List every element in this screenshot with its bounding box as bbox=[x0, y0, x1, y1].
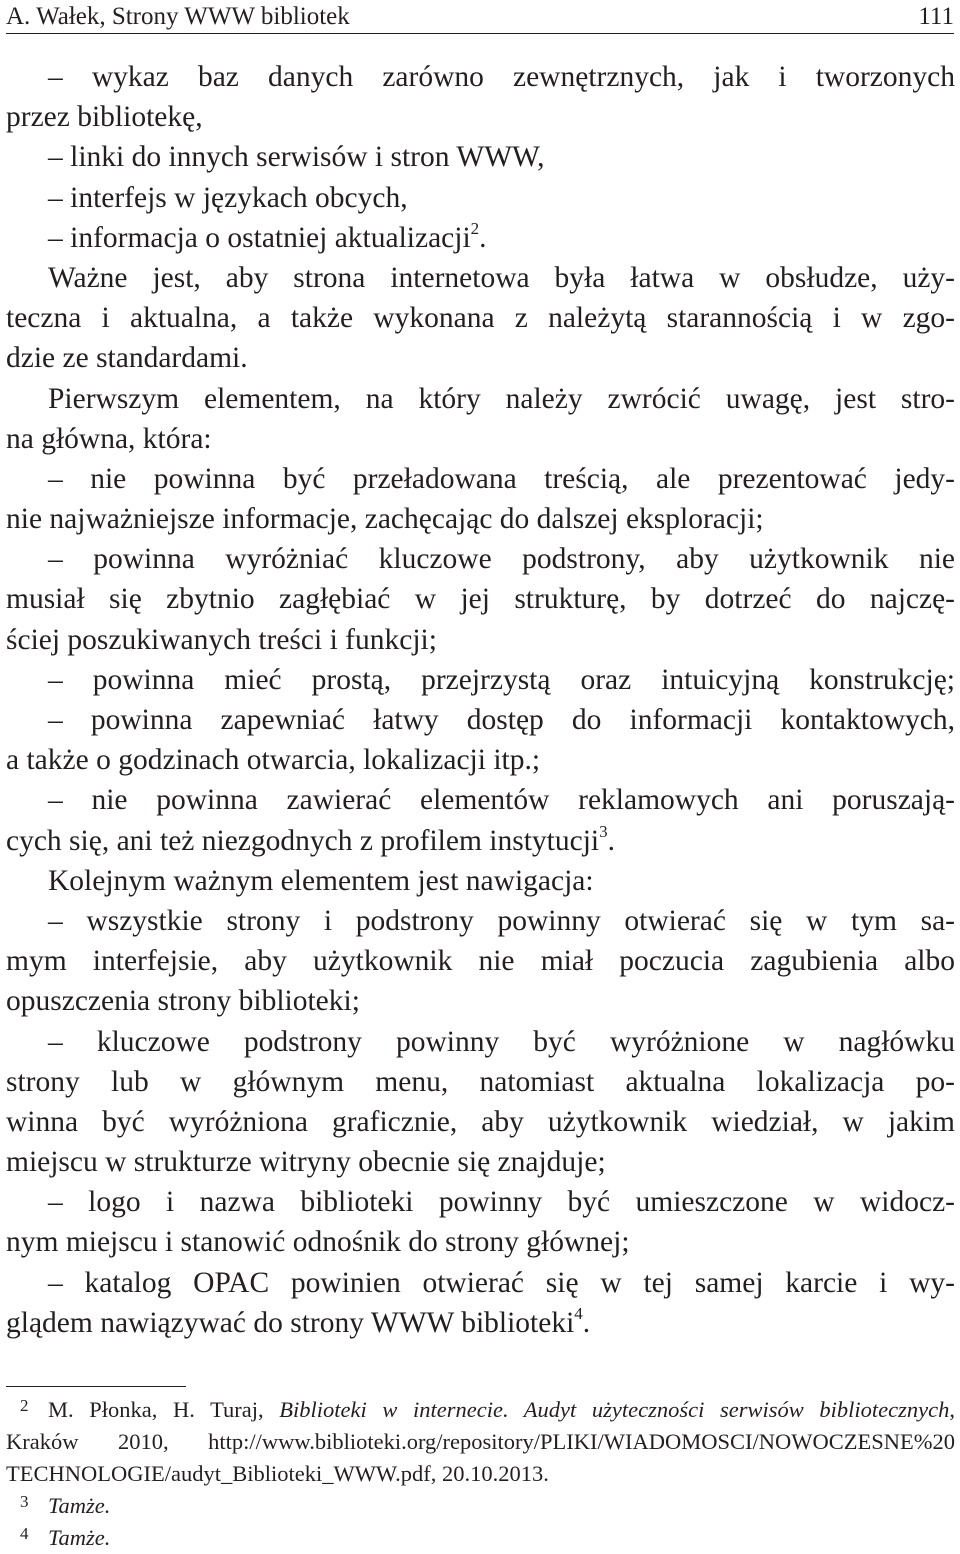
text-line: winna być wyróżniona graficznie, aby użytkownik wiedział, w jakim bbox=[6, 1105, 955, 1138]
text-line: na główna, która: bbox=[6, 422, 212, 455]
text-span: . bbox=[479, 221, 487, 254]
text-line: – wszystkie strony i podstrony powinny otwierać się w tym sa- bbox=[48, 904, 955, 937]
footnote-reference-4: 4 bbox=[574, 1303, 583, 1323]
footnote-divider bbox=[6, 1386, 186, 1387]
text-line: strony lub w głównym menu, natomiast aktualna lokalizacja po- bbox=[6, 1065, 955, 1098]
footnote-reference-3: 3 bbox=[599, 821, 608, 841]
footnotes bbox=[6, 1394, 955, 1554]
text-line: – katalog OPAC powinien otwierać się w tej samej karcie i wy- bbox=[48, 1266, 955, 1299]
footnote-text: Tamże. bbox=[48, 1525, 111, 1550]
text-line: przez bibliotekę, bbox=[6, 101, 203, 134]
body-text bbox=[6, 57, 955, 1343]
text-line: nie najważniejsze informacje, zachęcając do dalszej eksploracji; bbox=[6, 503, 764, 536]
text-span: – informacja o ostatniej aktualizacji bbox=[48, 221, 471, 254]
text-line: – kluczowe podstrony powinny być wyróżnione w nagłówku bbox=[48, 1025, 955, 1058]
text-span: glądem nawiązywać do strony WWW biblioteki bbox=[6, 1306, 575, 1339]
text-line: Ważne jest, aby strona internetowa była łatwa w obsłudze, uży- bbox=[48, 261, 955, 294]
text-line bbox=[6, 218, 955, 258]
text-line: dzie ze standardami. bbox=[6, 342, 248, 375]
text-line: mym interfejsie, aby użytkownik nie miał poczucia zagubienia albo bbox=[6, 945, 955, 978]
text-span: . bbox=[582, 1306, 591, 1339]
footnote-4: 4 Tamże. bbox=[20, 1524, 111, 1550]
text-line bbox=[6, 1303, 955, 1343]
text-line: – powinna zapewniać łatwy dostęp do informacji kontaktowych, bbox=[48, 704, 955, 736]
footnote-3: 3 Tamże. bbox=[20, 1492, 111, 1518]
text-line: miejscu w strukturze witryny obecnie się znajduje; bbox=[6, 1146, 606, 1179]
text-line: – powinna wyróżniać kluczowe podstrony, aby użytkownik nie bbox=[48, 543, 955, 576]
text-line: nym miejscu i stanowić odnośnik do strony głównej; bbox=[6, 1226, 630, 1259]
text-line: teczna i aktualna, a także wykonana z należytą starannością i w zgo- bbox=[6, 302, 955, 335]
text-span: cych się, ani też niezgodnych z profilem instytucji bbox=[6, 824, 600, 857]
footnote-text: , bbox=[949, 1397, 955, 1422]
text-line: Kolejnym ważnym elementem jest nawigacja: bbox=[48, 864, 594, 897]
page-number: 111 bbox=[918, 3, 954, 30]
text-line: – powinna mieć prostą, przejrzystą oraz intuicyjną konstrukcję; bbox=[48, 663, 955, 696]
text-line: Pierwszym elementem, na który należy zwrócić uwagę, jest stro- bbox=[48, 382, 955, 415]
footnote-2: 2 M. Płonka, H. Turaj, Biblioteki w internecie. Audyt użyteczności serwisów bibliotecznych, bbox=[20, 1396, 955, 1422]
footnote-title-italic: Biblioteki w internecie. Audyt użyteczności serwisów bibliotecznych bbox=[279, 1397, 950, 1422]
text-span: . bbox=[607, 824, 615, 857]
text-line: – nie powinna zawierać elementów reklamowych ani poruszają- bbox=[48, 784, 955, 817]
text-line: opuszczenia strony biblioteki; bbox=[6, 985, 360, 1018]
footnote-2-line-3: TECHNOLOGIE/audyt_Biblioteki_WWW.pdf, 20.10.2013. bbox=[6, 1461, 549, 1486]
footnote-text: Tamże. bbox=[48, 1493, 111, 1518]
footnote-text: M. Płonka, H. Turaj, bbox=[48, 1397, 280, 1422]
text-line: – wykaz baz danych zarówno zewnętrznych, jak i tworzonych bbox=[48, 61, 955, 93]
text-line: musiał się zbytnio zagłębiać w jej strukturę, by dotrzeć do najczę- bbox=[6, 583, 955, 616]
header-title: A. Wałek, Strony WWW bibliotek bbox=[6, 3, 350, 30]
footnote-reference-2: 2 bbox=[470, 218, 480, 238]
text-line: – logo i nazwa biblioteki powinny być umieszczone w widocz- bbox=[48, 1186, 955, 1219]
text-line: ściej poszukiwanych treści i funkcji; bbox=[6, 623, 437, 656]
footnote-2-line-2: Kraków 2010, http://www.biblioteki.org/repository/PLIKI/WIADOMOSCI/NOWOCZESNE%20 bbox=[6, 1429, 955, 1454]
text-line bbox=[6, 821, 955, 861]
text-line: a także o godzinach otwarcia, lokalizacji itp.; bbox=[6, 744, 541, 777]
running-header bbox=[6, 0, 954, 34]
text-line: – nie powinna być przeładowana treścią, ale prezentować jedy- bbox=[48, 462, 955, 495]
text-line: – linki do innych serwisów i stron WWW, bbox=[48, 141, 545, 174]
text-line: – interfejs w językach obcych, bbox=[48, 181, 408, 214]
